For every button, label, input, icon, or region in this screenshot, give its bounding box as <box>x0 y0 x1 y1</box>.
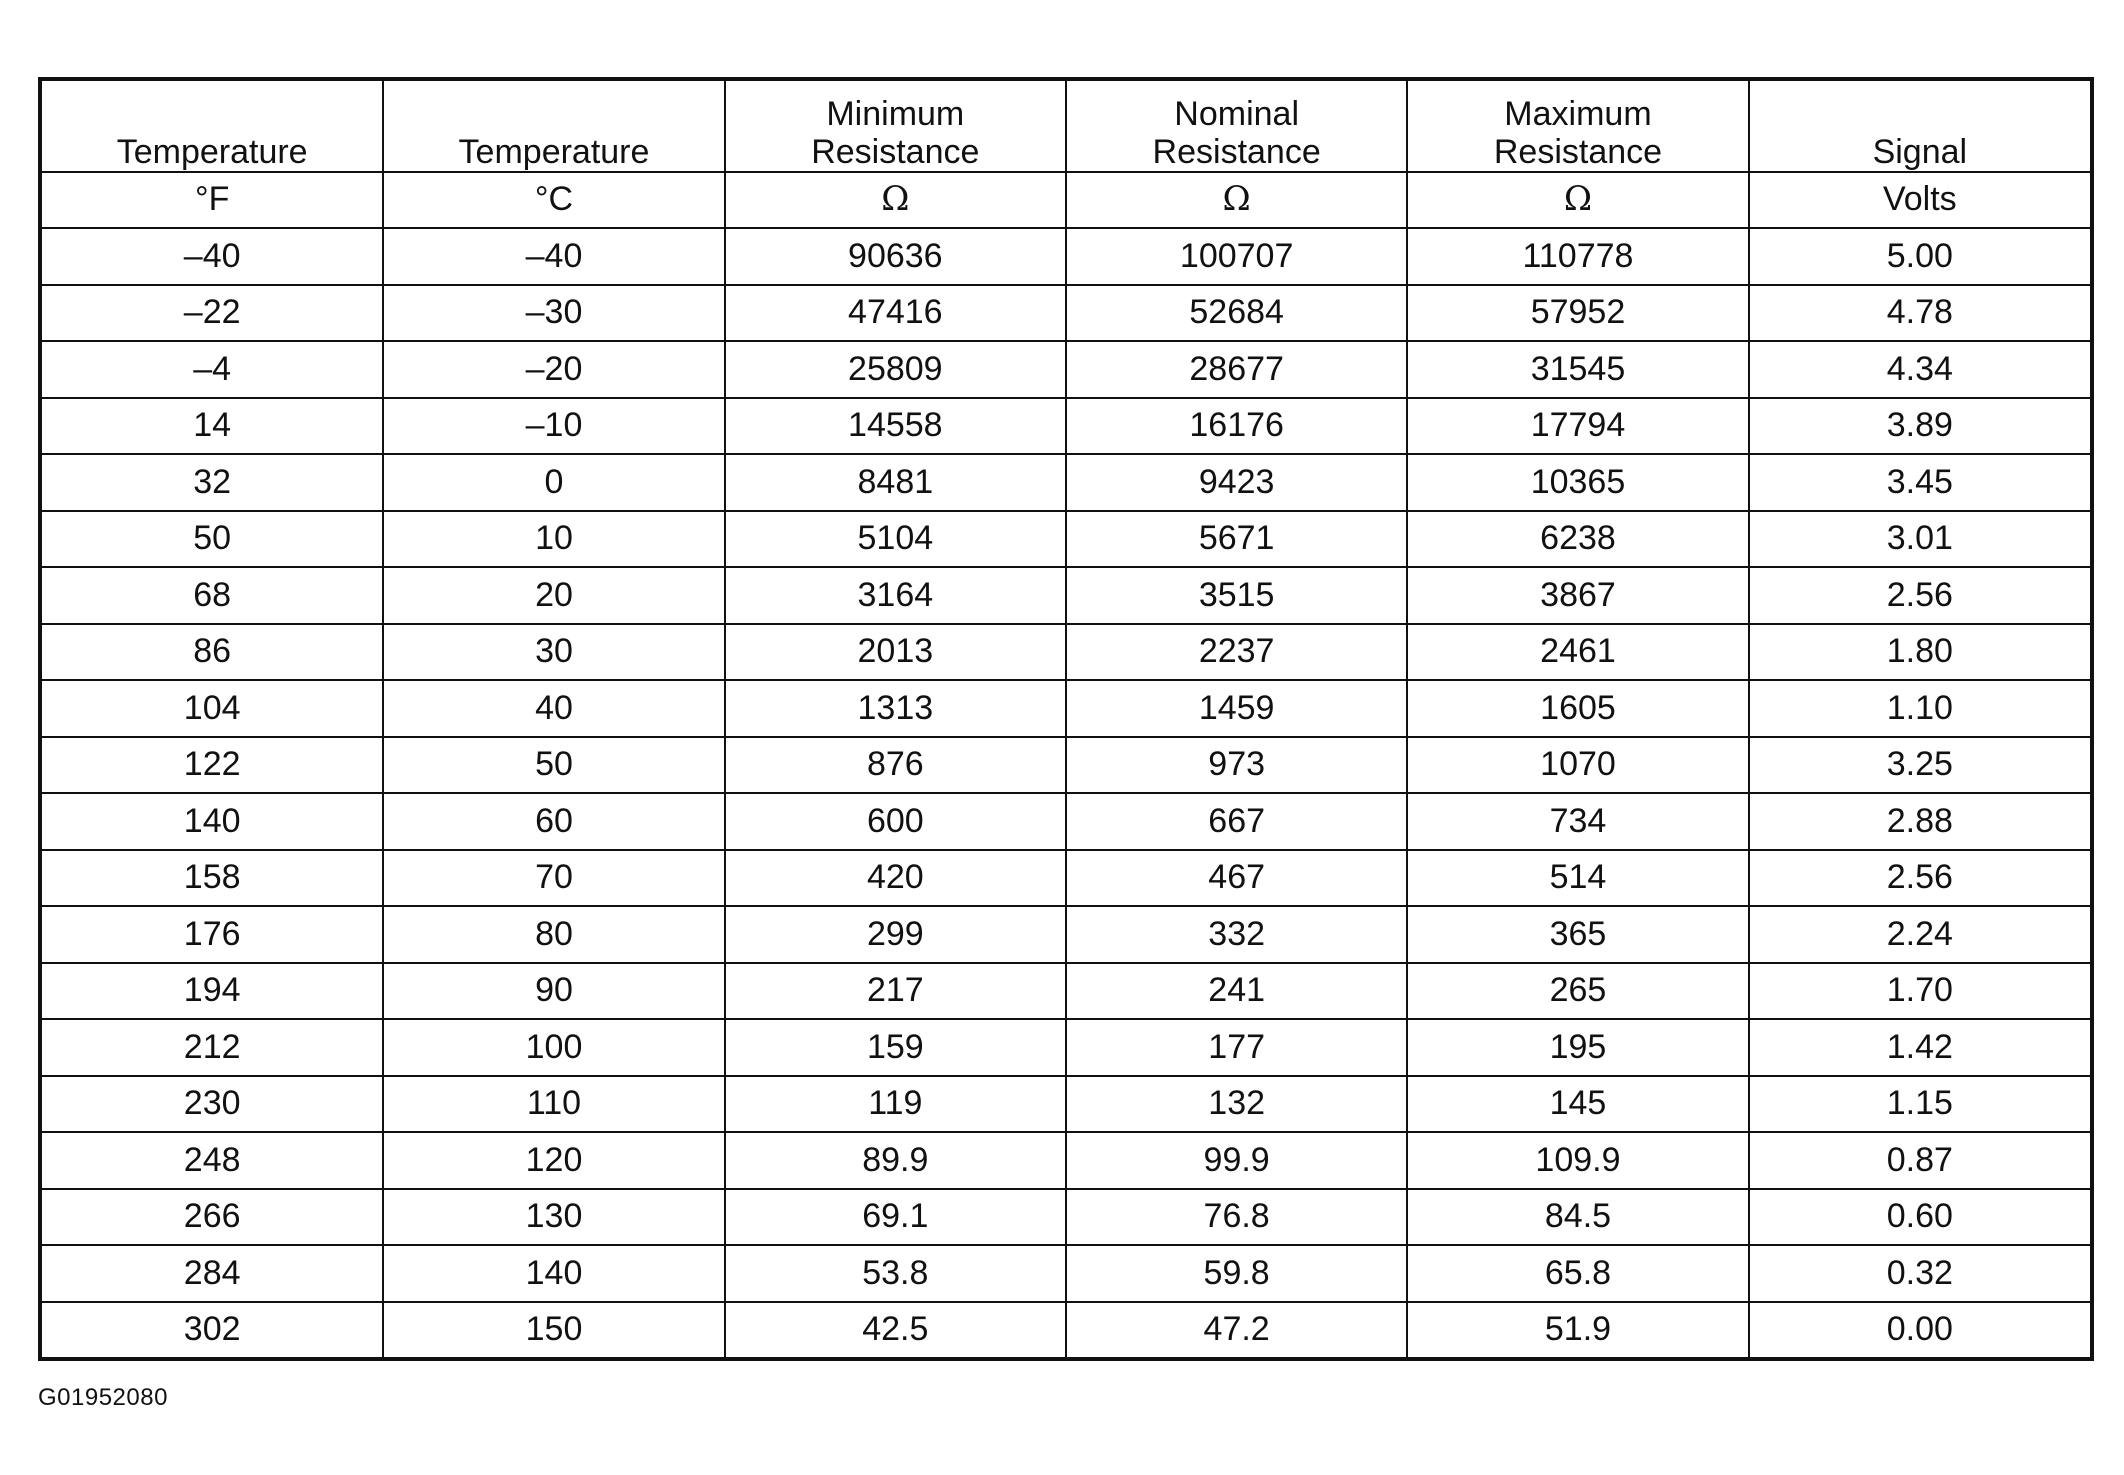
table-row <box>42 1132 2090 1189</box>
temp-f-cell: 176 <box>42 906 383 963</box>
signal-volts-cell: 4.34 <box>1749 341 2090 398</box>
header-nominal-resistance <box>1066 81 1407 172</box>
min-resistance-cell: 90636 <box>725 228 1066 285</box>
nominal-resistance-cell: 5671 <box>1066 511 1407 568</box>
temp-c-cell: 70 <box>383 850 724 907</box>
header-temperature-f <box>42 81 383 172</box>
temp-c-cell: 110 <box>383 1076 724 1133</box>
signal-volts-cell: 5.00 <box>1749 228 2090 285</box>
table-row <box>42 454 2090 511</box>
temp-c-cell: 130 <box>383 1189 724 1246</box>
max-resistance-cell: 109.9 <box>1407 1132 1748 1189</box>
unit-ohm-min: Ω <box>725 172 1066 228</box>
temp-f-cell: 302 <box>42 1302 383 1358</box>
table-row <box>42 850 2090 907</box>
nominal-resistance-cell: 667 <box>1066 793 1407 850</box>
temp-f-cell: 68 <box>42 567 383 624</box>
table-row <box>42 567 2090 624</box>
unit-ohm-max: Ω <box>1407 172 1748 228</box>
temp-f-cell: 32 <box>42 454 383 511</box>
signal-volts-cell: 2.56 <box>1749 850 2090 907</box>
max-resistance-cell: 195 <box>1407 1019 1748 1076</box>
signal-volts-cell: 3.25 <box>1749 737 2090 794</box>
unit-celsius: °C <box>383 172 724 228</box>
nominal-resistance-cell: 47.2 <box>1066 1302 1407 1358</box>
max-resistance-cell: 84.5 <box>1407 1189 1748 1246</box>
table-row <box>42 793 2090 850</box>
min-resistance-cell: 25809 <box>725 341 1066 398</box>
temp-c-cell: –40 <box>383 228 724 285</box>
min-resistance-cell: 420 <box>725 850 1066 907</box>
temp-c-cell: 100 <box>383 1019 724 1076</box>
header-label: Maximum <box>1504 95 1652 134</box>
temp-f-cell: 122 <box>42 737 383 794</box>
table-row <box>42 1245 2090 1302</box>
table-row <box>42 341 2090 398</box>
min-resistance-cell: 47416 <box>725 285 1066 342</box>
temp-f-cell: 86 <box>42 624 383 681</box>
signal-volts-cell: 1.15 <box>1749 1076 2090 1133</box>
signal-volts-cell: 0.00 <box>1749 1302 2090 1358</box>
max-resistance-cell: 110778 <box>1407 228 1748 285</box>
min-resistance-cell: 42.5 <box>725 1302 1066 1358</box>
temp-c-cell: 20 <box>383 567 724 624</box>
min-resistance-cell: 600 <box>725 793 1066 850</box>
max-resistance-cell: 10365 <box>1407 454 1748 511</box>
table-row <box>42 963 2090 1020</box>
unit-fahrenheit: °F <box>42 172 383 228</box>
min-resistance-cell: 3164 <box>725 567 1066 624</box>
header-minimum-resistance <box>725 81 1066 172</box>
signal-volts-cell: 1.42 <box>1749 1019 2090 1076</box>
temp-c-cell: 0 <box>383 454 724 511</box>
temp-f-cell: 14 <box>42 398 383 455</box>
min-resistance-cell: 5104 <box>725 511 1066 568</box>
signal-volts-cell: 1.10 <box>1749 680 2090 737</box>
nominal-resistance-cell: 1459 <box>1066 680 1407 737</box>
nominal-resistance-cell: 2237 <box>1066 624 1407 681</box>
nominal-resistance-cell: 28677 <box>1066 341 1407 398</box>
header-label: Temperature <box>458 132 650 171</box>
signal-volts-cell: 0.32 <box>1749 1245 2090 1302</box>
max-resistance-cell: 57952 <box>1407 285 1748 342</box>
temp-f-cell: 212 <box>42 1019 383 1076</box>
nominal-resistance-cell: 177 <box>1066 1019 1407 1076</box>
max-resistance-cell: 6238 <box>1407 511 1748 568</box>
temp-f-cell: 266 <box>42 1189 383 1246</box>
signal-volts-cell: 1.80 <box>1749 624 2090 681</box>
temp-f-cell: 158 <box>42 850 383 907</box>
nominal-resistance-cell: 3515 <box>1066 567 1407 624</box>
temp-c-cell: –10 <box>383 398 724 455</box>
min-resistance-cell: 69.1 <box>725 1189 1066 1246</box>
table-row <box>42 228 2090 285</box>
max-resistance-cell: 265 <box>1407 963 1748 1020</box>
spec-table-frame <box>38 77 2094 1361</box>
signal-volts-cell: 1.70 <box>1749 963 2090 1020</box>
max-resistance-cell: 3867 <box>1407 567 1748 624</box>
table-row <box>42 1076 2090 1133</box>
temp-c-cell: –20 <box>383 341 724 398</box>
temp-c-cell: 60 <box>383 793 724 850</box>
temp-c-cell: 140 <box>383 1245 724 1302</box>
min-resistance-cell: 1313 <box>725 680 1066 737</box>
max-resistance-cell: 1070 <box>1407 737 1748 794</box>
max-resistance-cell: 65.8 <box>1407 1245 1748 1302</box>
table-body <box>42 228 2090 1357</box>
temp-c-cell: 40 <box>383 680 724 737</box>
table-row <box>42 680 2090 737</box>
header-signal <box>1749 81 2090 172</box>
max-resistance-cell: 51.9 <box>1407 1302 1748 1358</box>
nominal-resistance-cell: 100707 <box>1066 228 1407 285</box>
temp-f-cell: –40 <box>42 228 383 285</box>
max-resistance-cell: 1605 <box>1407 680 1748 737</box>
temp-c-cell: –30 <box>383 285 724 342</box>
max-resistance-cell: 514 <box>1407 850 1748 907</box>
header-label: Resistance <box>811 132 980 171</box>
nominal-resistance-cell: 467 <box>1066 850 1407 907</box>
temp-c-cell: 10 <box>383 511 724 568</box>
header-maximum-resistance <box>1407 81 1748 172</box>
temp-c-cell: 80 <box>383 906 724 963</box>
temp-f-cell: 50 <box>42 511 383 568</box>
temp-f-cell: 284 <box>42 1245 383 1302</box>
temp-f-cell: 230 <box>42 1076 383 1133</box>
min-resistance-cell: 2013 <box>725 624 1066 681</box>
signal-volts-cell: 2.24 <box>1749 906 2090 963</box>
max-resistance-cell: 145 <box>1407 1076 1748 1133</box>
min-resistance-cell: 8481 <box>725 454 1066 511</box>
header-label: Resistance <box>1493 132 1663 171</box>
nominal-resistance-cell: 99.9 <box>1066 1132 1407 1189</box>
table-row <box>42 398 2090 455</box>
temp-c-cell: 50 <box>383 737 724 794</box>
table-row <box>42 906 2090 963</box>
temp-c-cell: 90 <box>383 963 724 1020</box>
temp-f-cell: –4 <box>42 341 383 398</box>
table-row <box>42 1019 2090 1076</box>
header-label: Temperature <box>116 132 308 171</box>
temp-f-cell: –22 <box>42 285 383 342</box>
temp-f-cell: 104 <box>42 680 383 737</box>
table-row <box>42 511 2090 568</box>
max-resistance-cell: 365 <box>1407 906 1748 963</box>
nominal-resistance-cell: 9423 <box>1066 454 1407 511</box>
table-row <box>42 624 2090 681</box>
nominal-resistance-cell: 76.8 <box>1066 1189 1407 1246</box>
signal-volts-cell: 3.01 <box>1749 511 2090 568</box>
header-row <box>42 81 2090 172</box>
temp-f-cell: 248 <box>42 1132 383 1189</box>
min-resistance-cell: 53.8 <box>725 1245 1066 1302</box>
signal-volts-cell: 3.45 <box>1749 454 2090 511</box>
nominal-resistance-cell: 16176 <box>1066 398 1407 455</box>
temp-f-cell: 194 <box>42 963 383 1020</box>
min-resistance-cell: 217 <box>725 963 1066 1020</box>
nominal-resistance-cell: 52684 <box>1066 285 1407 342</box>
max-resistance-cell: 734 <box>1407 793 1748 850</box>
temp-f-cell: 140 <box>42 793 383 850</box>
nominal-resistance-cell: 59.8 <box>1066 1245 1407 1302</box>
max-resistance-cell: 31545 <box>1407 341 1748 398</box>
header-temperature-c <box>383 81 724 172</box>
units-row <box>42 172 2090 228</box>
table-row <box>42 1302 2090 1358</box>
min-resistance-cell: 159 <box>725 1019 1066 1076</box>
min-resistance-cell: 119 <box>725 1076 1066 1133</box>
header-label: Signal <box>1872 132 1968 171</box>
unit-volts: Volts <box>1749 172 2090 228</box>
signal-volts-cell: 0.60 <box>1749 1189 2090 1246</box>
min-resistance-cell: 89.9 <box>725 1132 1066 1189</box>
temp-c-cell: 30 <box>383 624 724 681</box>
nominal-resistance-cell: 973 <box>1066 737 1407 794</box>
nominal-resistance-cell: 241 <box>1066 963 1407 1020</box>
signal-volts-cell: 2.88 <box>1749 793 2090 850</box>
signal-volts-cell: 3.89 <box>1749 398 2090 455</box>
table-row <box>42 1189 2090 1246</box>
signal-volts-cell: 4.78 <box>1749 285 2090 342</box>
header-label: Nominal <box>1174 95 1299 134</box>
sensor-resistance-table <box>42 81 2090 1357</box>
unit-ohm-nominal: Ω <box>1066 172 1407 228</box>
nominal-resistance-cell: 132 <box>1066 1076 1407 1133</box>
nominal-resistance-cell: 332 <box>1066 906 1407 963</box>
table-row <box>42 285 2090 342</box>
max-resistance-cell: 2461 <box>1407 624 1748 681</box>
temp-c-cell: 150 <box>383 1302 724 1358</box>
temp-c-cell: 120 <box>383 1132 724 1189</box>
signal-volts-cell: 2.56 <box>1749 567 2090 624</box>
table-row <box>42 737 2090 794</box>
min-resistance-cell: 876 <box>725 737 1066 794</box>
header-label: Minimum <box>826 95 965 134</box>
min-resistance-cell: 14558 <box>725 398 1066 455</box>
min-resistance-cell: 299 <box>725 906 1066 963</box>
header-label: Resistance <box>1152 132 1321 171</box>
signal-volts-cell: 0.87 <box>1749 1132 2090 1189</box>
figure-code: G01952080 <box>38 1384 168 1411</box>
max-resistance-cell: 17794 <box>1407 398 1748 455</box>
